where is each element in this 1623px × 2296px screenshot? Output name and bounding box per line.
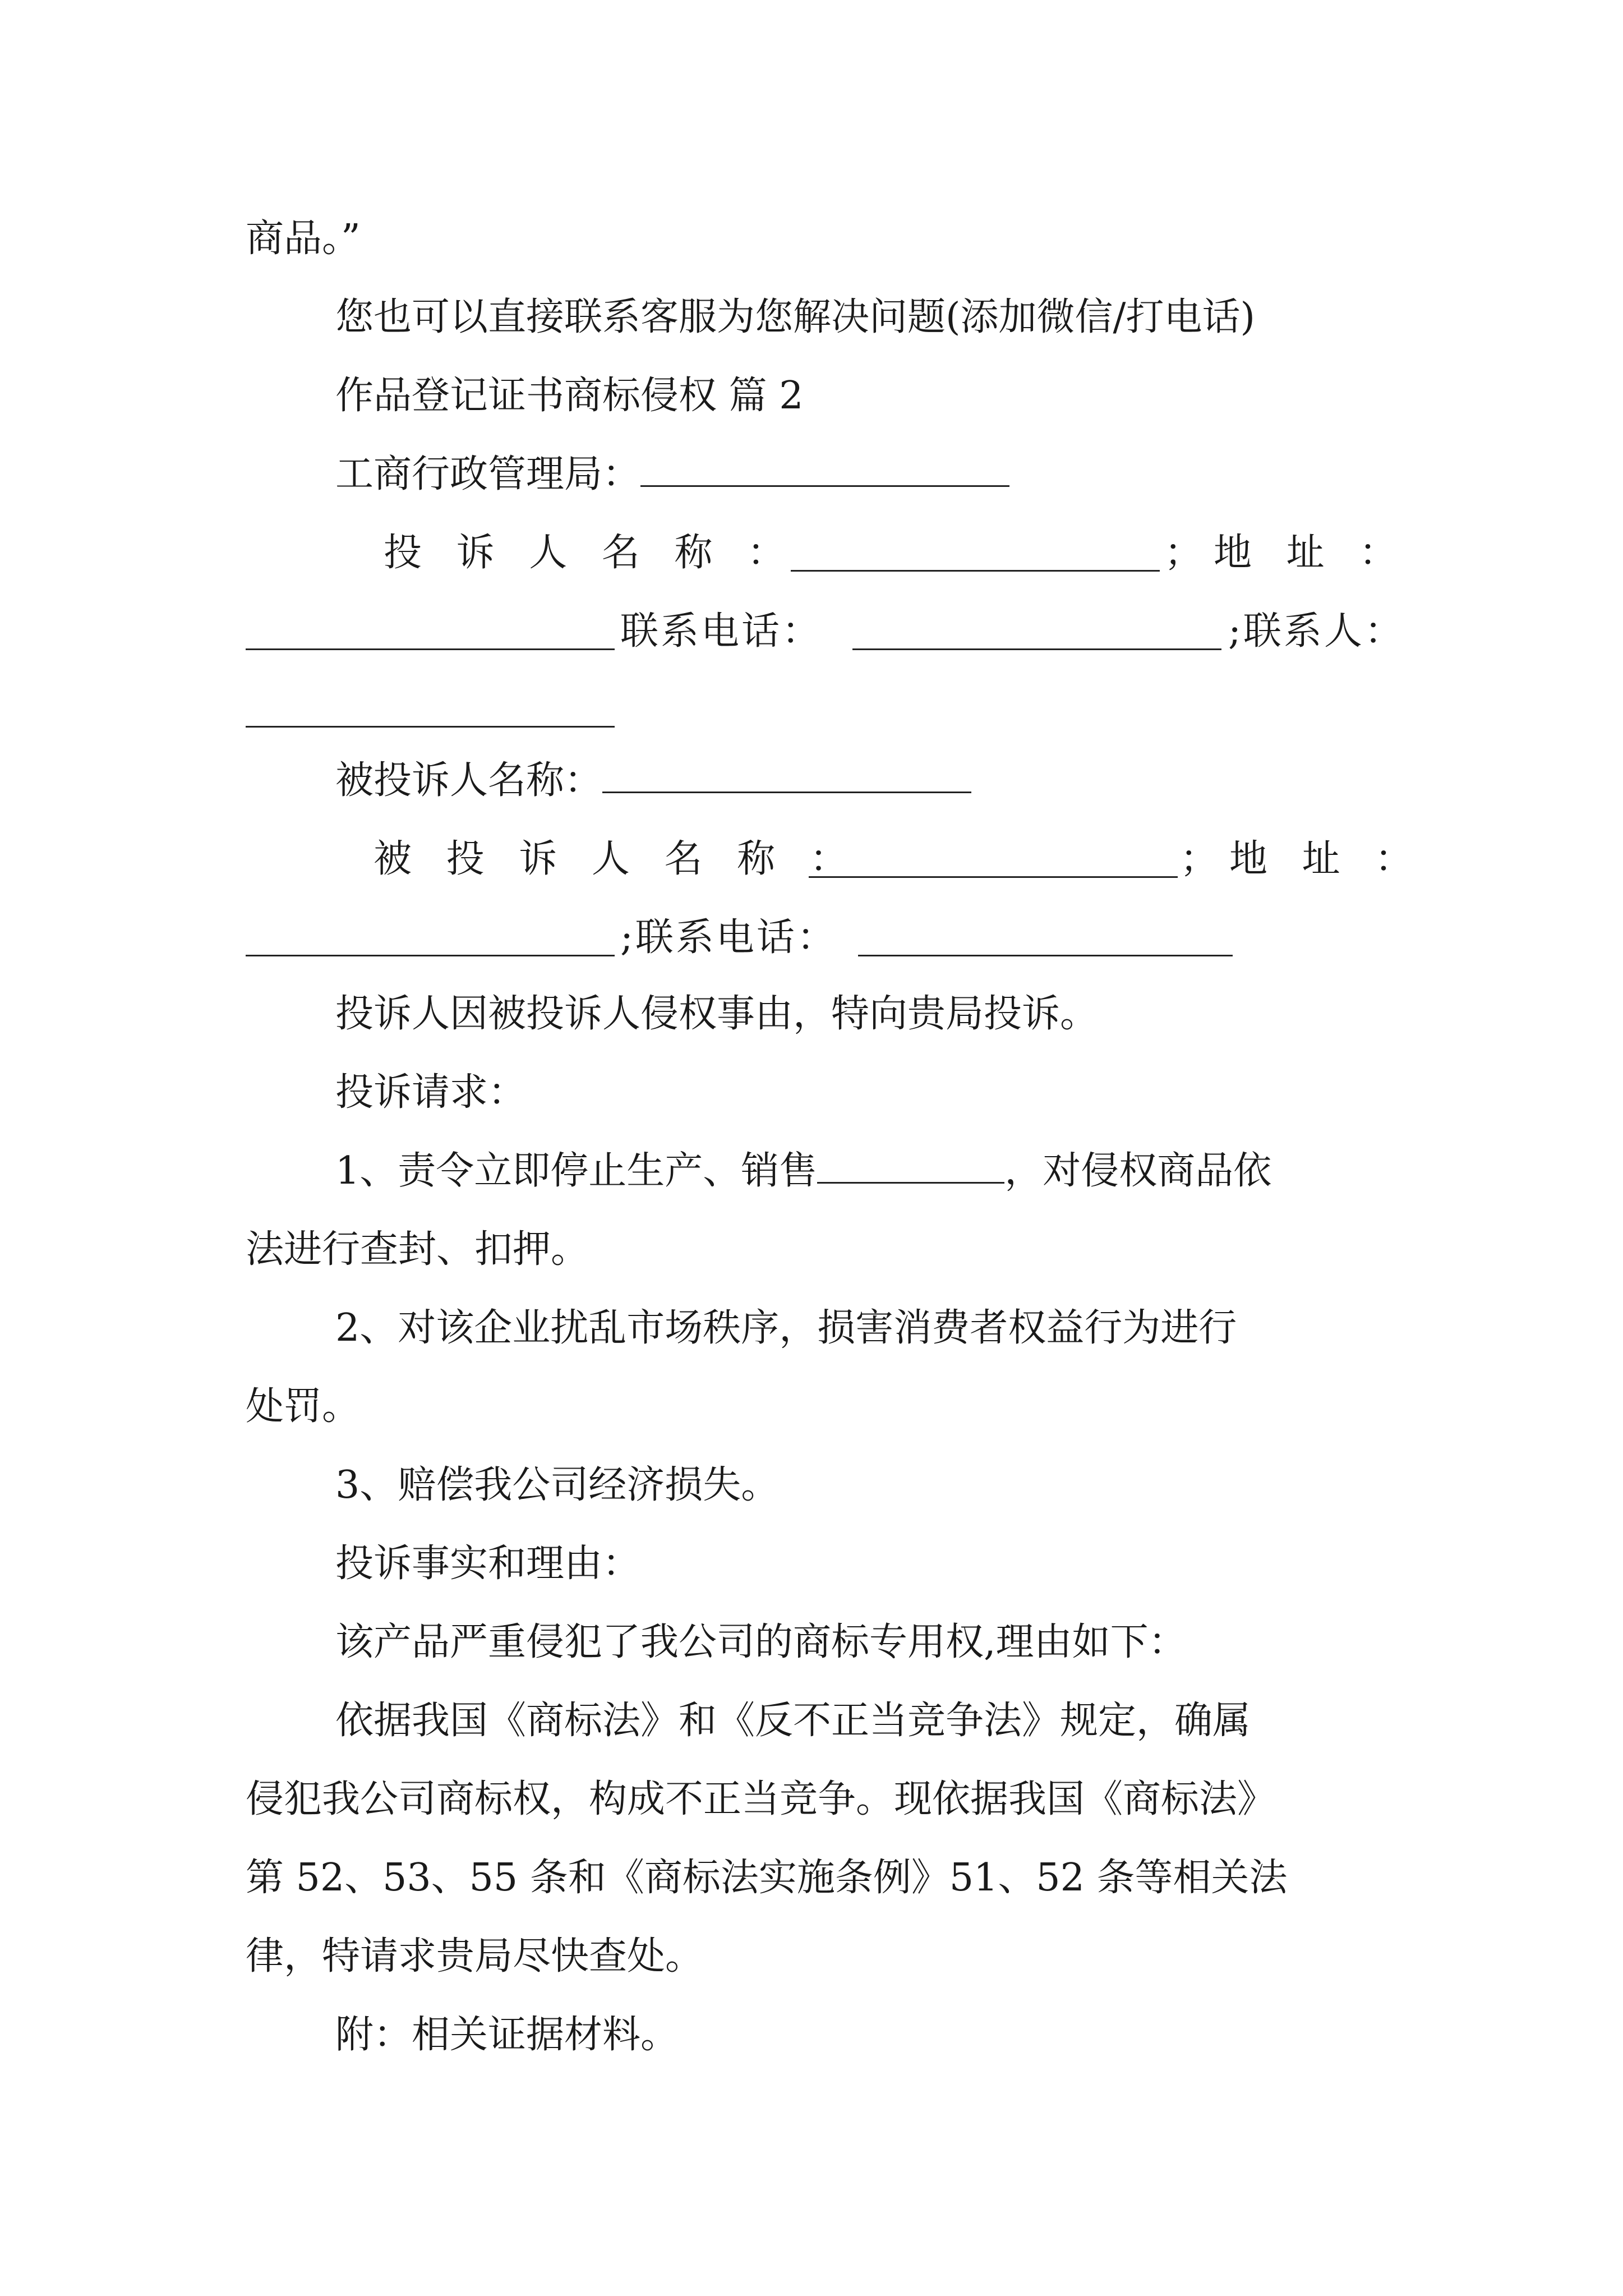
requests-heading: 投诉请求： bbox=[335, 1070, 527, 1115]
bureau-line bbox=[335, 452, 1009, 496]
respondent-name-label-2: 被 投 诉 人 名 称 ： bbox=[374, 837, 859, 881]
attachment-line: 附：相关证据材料。 bbox=[335, 2013, 679, 2057]
address-label: ；地 址 ： bbox=[1164, 531, 1409, 575]
facts-line-2: 依据我国《商标法》和《反不正当竞争法》规定，确属 bbox=[335, 1699, 1251, 1743]
respondent-name-label: 被投诉人名称： bbox=[335, 758, 603, 803]
statement: 投诉人因被投诉人侵权事由，特向贵局投诉。 bbox=[335, 992, 1099, 1036]
complainant-name-blank bbox=[791, 567, 1160, 572]
address-blank-2 bbox=[246, 951, 615, 956]
respondent-name-blank-2 bbox=[809, 873, 1178, 878]
complainant-name-label: 投 诉 人 名 称 ： bbox=[384, 531, 797, 575]
facts-line-4: 第 52、53、55 条和《商标法实施条例》51、52 条等相关法 bbox=[246, 1856, 1288, 1900]
address-label-2: ；地 址 ： bbox=[1180, 837, 1424, 881]
phone-blank bbox=[852, 645, 1221, 650]
address-blank bbox=[246, 645, 615, 650]
contact-note: 您也可以直接联系客服为您解决问题(添加微信/打电话) bbox=[335, 295, 1255, 339]
product-blank bbox=[817, 1179, 1004, 1184]
phone-label: 联系电话： bbox=[620, 609, 823, 654]
text-line: 商品。” bbox=[246, 217, 361, 261]
request-1-cont: 法进行查封、扣押。 bbox=[246, 1227, 589, 1272]
phone-blank-2 bbox=[858, 951, 1233, 956]
phone-label-2: ;联系电话： bbox=[620, 915, 837, 960]
request-1-text-cont: ，对侵权商品依 bbox=[1004, 1149, 1272, 1193]
bureau-blank bbox=[640, 482, 1009, 487]
contact-person-blank bbox=[246, 723, 615, 728]
request-1-text: 1、责令立即停止生产、销售 bbox=[335, 1149, 818, 1193]
respondent-name-blank bbox=[602, 788, 971, 793]
facts-line-5: 律，特请求贵局尽快查处。 bbox=[246, 1934, 704, 1978]
facts-line-3: 侵犯我公司商标权，构成不正当竞争。现依据我国《商标法》 bbox=[246, 1777, 1276, 1821]
request-2-cont: 处罚。 bbox=[246, 1384, 361, 1429]
request-2: 2、对该企业扰乱市场秩序，损害消费者权益行为进行 bbox=[335, 1306, 1237, 1350]
facts-heading: 投诉事实和理由： bbox=[335, 1542, 641, 1586]
respondent-line bbox=[335, 758, 971, 803]
contact-person-label: ;联系人： bbox=[1228, 609, 1405, 654]
section-title: 作品登记证书商标侵权 篇 2 bbox=[335, 374, 804, 418]
bureau-label: 工商行政管理局： bbox=[335, 452, 641, 496]
request-1-line bbox=[335, 1149, 1272, 1193]
facts-line-1: 该产品严重侵犯了我公司的商标专用权,理由如下： bbox=[335, 1620, 1187, 1664]
request-3: 3、赔偿我公司经济损失。 bbox=[335, 1463, 780, 1507]
